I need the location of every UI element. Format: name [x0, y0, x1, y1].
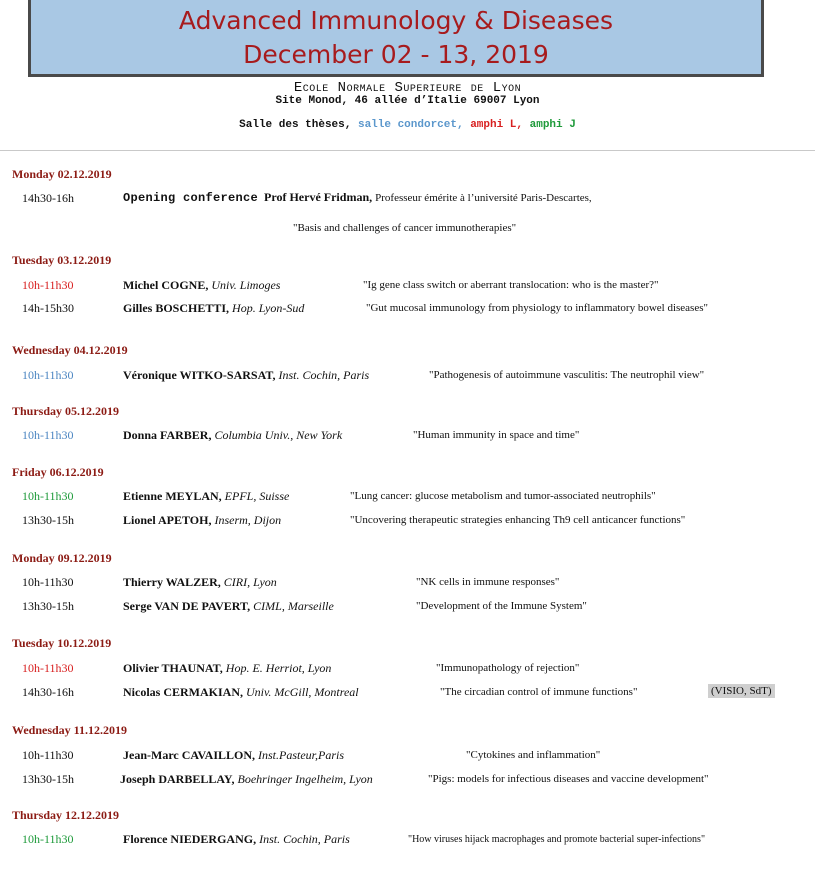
speaker-affiliation: Inst. Cochin, Paris: [259, 832, 350, 846]
rooms-line: [0, 119, 815, 131]
speaker-affiliation: Professeur émérite à l’université Paris-Descartes,: [375, 192, 592, 204]
session-time: 10h-11h30: [22, 661, 74, 675]
session-time: 14h30-16h: [22, 685, 74, 699]
room-salle-des-theses: Salle des thèses,: [239, 119, 352, 131]
speaker-name: Olivier THAUNAT,: [123, 661, 223, 675]
session-title: "Human immunity in space and time": [413, 429, 580, 441]
speaker-name: Michel COGNE,: [123, 278, 209, 292]
session-title: "Ig gene class switch or aberrant translocation: who is the master?": [363, 279, 659, 291]
day-label: Friday 06.12.2019: [12, 465, 104, 479]
session-time: 13h30-15h: [22, 513, 74, 527]
day-label: Wednesday 11.12.2019: [12, 723, 128, 737]
room-salle-condorcet: salle condorcet,: [357, 119, 464, 131]
session-time: 10h-11h30: [22, 575, 74, 589]
day-label: Monday 09.12.2019: [12, 551, 112, 565]
speaker-name: Thierry WALZER,: [123, 575, 221, 589]
day-label: Tuesday 10.12.2019: [12, 636, 112, 650]
session-speaker: [123, 301, 304, 316]
speaker-name: Serge VAN DE PAVERT,: [123, 599, 251, 613]
speaker-name: Jean-Marc CAVAILLON,: [123, 748, 256, 762]
session-speaker: [123, 661, 331, 676]
session-title: "Cytokines and inflammation": [466, 749, 601, 761]
session-time: 10h-11h30: [22, 428, 74, 442]
room-amphi-j: amphi J: [529, 119, 576, 131]
speaker-name: Prof Hervé Fridman,: [264, 190, 373, 204]
title-banner: [28, 0, 764, 77]
session-speaker: [123, 748, 344, 763]
session-title: "Pathogenesis of autoimmune vasculitis: The neutrophil view": [429, 369, 705, 381]
session-speaker: [123, 278, 280, 293]
speaker-name: Lionel APETOH,: [123, 513, 212, 527]
speaker-name: Etienne MEYLAN,: [123, 489, 222, 503]
day-label: Tuesday 03.12.2019: [12, 253, 112, 267]
session-speaker: [123, 368, 369, 383]
session-speaker: [123, 489, 289, 504]
speaker-name: Joseph DARBELLAY,: [120, 772, 235, 786]
speaker-affiliation: Hop. E. Herriot, Lyon: [225, 661, 332, 675]
opening-conference-label: Opening conference: [123, 191, 259, 205]
speaker-name: Véronique WITKO-SARSAT,: [123, 368, 276, 382]
session-speaker: [120, 772, 373, 787]
speaker-affiliation: Columbia Univ., New York: [214, 428, 343, 442]
session-title: "Uncovering therapeutic strategies enhancing Th9 cell anticancer functions": [350, 514, 686, 526]
speaker-affiliation: Univ. McGill, Montreal: [246, 685, 359, 699]
banner-dates: December 02 - 13, 2019: [243, 40, 549, 69]
speaker-affiliation: Boehringer Ingelheim, Lyon: [237, 772, 373, 786]
speaker-affiliation: Inst. Cochin, Paris: [278, 368, 370, 382]
session-time: 13h30-15h: [22, 772, 74, 786]
session-title: "The circadian control of immune functions": [440, 686, 638, 698]
institution-name: Ecole Normale Superieure de Lyon: [293, 80, 522, 96]
session-time: 14h-15h30: [22, 301, 74, 315]
session-time: 10h-11h30: [22, 489, 74, 503]
speaker-name: Gilles BOSCHETTI,: [123, 301, 230, 315]
institution-address: Site Monod, 46 allée d’Italie 69007 Lyon: [275, 95, 540, 107]
session-time: 10h-11h30: [22, 278, 74, 292]
session-title: "Development of the Immune System": [416, 600, 587, 612]
day-label: Thursday 05.12.2019: [12, 404, 120, 418]
speaker-affiliation: Hop. Lyon-Sud: [232, 301, 305, 315]
day-label: Wednesday 04.12.2019: [12, 343, 128, 357]
session-speaker: [123, 513, 281, 528]
speaker-name: Florence NIEDERGANG,: [123, 832, 257, 846]
speaker-affiliation: Inst.Pasteur,Paris: [258, 748, 345, 762]
session-time: 10h-11h30: [22, 748, 74, 762]
session-title: "Immunopathology of rejection": [436, 662, 580, 674]
header-divider: [0, 150, 815, 151]
session-title: "How viruses hijack macrophages and promote bacterial super-infections": [408, 834, 706, 845]
session-title: "Basis and challenges of cancer immunotherapies": [293, 222, 517, 234]
session-time: 13h30-15h: [22, 599, 74, 613]
speaker-affiliation: Inserm, Dijon: [214, 513, 282, 527]
session-speaker: [123, 599, 334, 614]
session-title: "Lung cancer: glucose metabolism and tumor-associated neutrophils": [350, 490, 656, 502]
speaker-name: Donna FARBER,: [123, 428, 212, 442]
session-time: 10h-11h30: [22, 368, 74, 382]
speaker-affiliation: EPFL, Suisse: [224, 489, 290, 503]
session-speaker: [123, 190, 592, 205]
speaker-affiliation: CIRI, Lyon: [223, 575, 277, 589]
session-speaker: [123, 575, 277, 590]
room-amphi-l: amphi L,: [470, 119, 524, 131]
speaker-affiliation: Univ. Limoges: [211, 278, 281, 292]
day-label: Thursday 12.12.2019: [12, 808, 120, 822]
session-speaker: [123, 685, 359, 700]
day-label: Monday 02.12.2019: [12, 167, 112, 181]
session-time: 14h30-16h: [22, 191, 74, 205]
session-title: "Gut mucosal immunology from physiology to inflammatory bowel diseases": [366, 302, 708, 314]
session-title: "NK cells in immune responses": [416, 576, 560, 588]
speaker-name: Nicolas CERMAKIAN,: [123, 685, 243, 699]
session-speaker: [123, 832, 350, 847]
visio-note: (VISIO, SdT): [708, 684, 775, 698]
session-speaker: [123, 428, 342, 443]
speaker-affiliation: CIML, Marseille: [253, 599, 334, 613]
banner-title: Advanced Immunology & Diseases: [178, 6, 614, 35]
session-time: 10h-11h30: [22, 832, 74, 846]
session-title: "Pigs: models for infectious diseases and vaccine development": [428, 773, 709, 785]
